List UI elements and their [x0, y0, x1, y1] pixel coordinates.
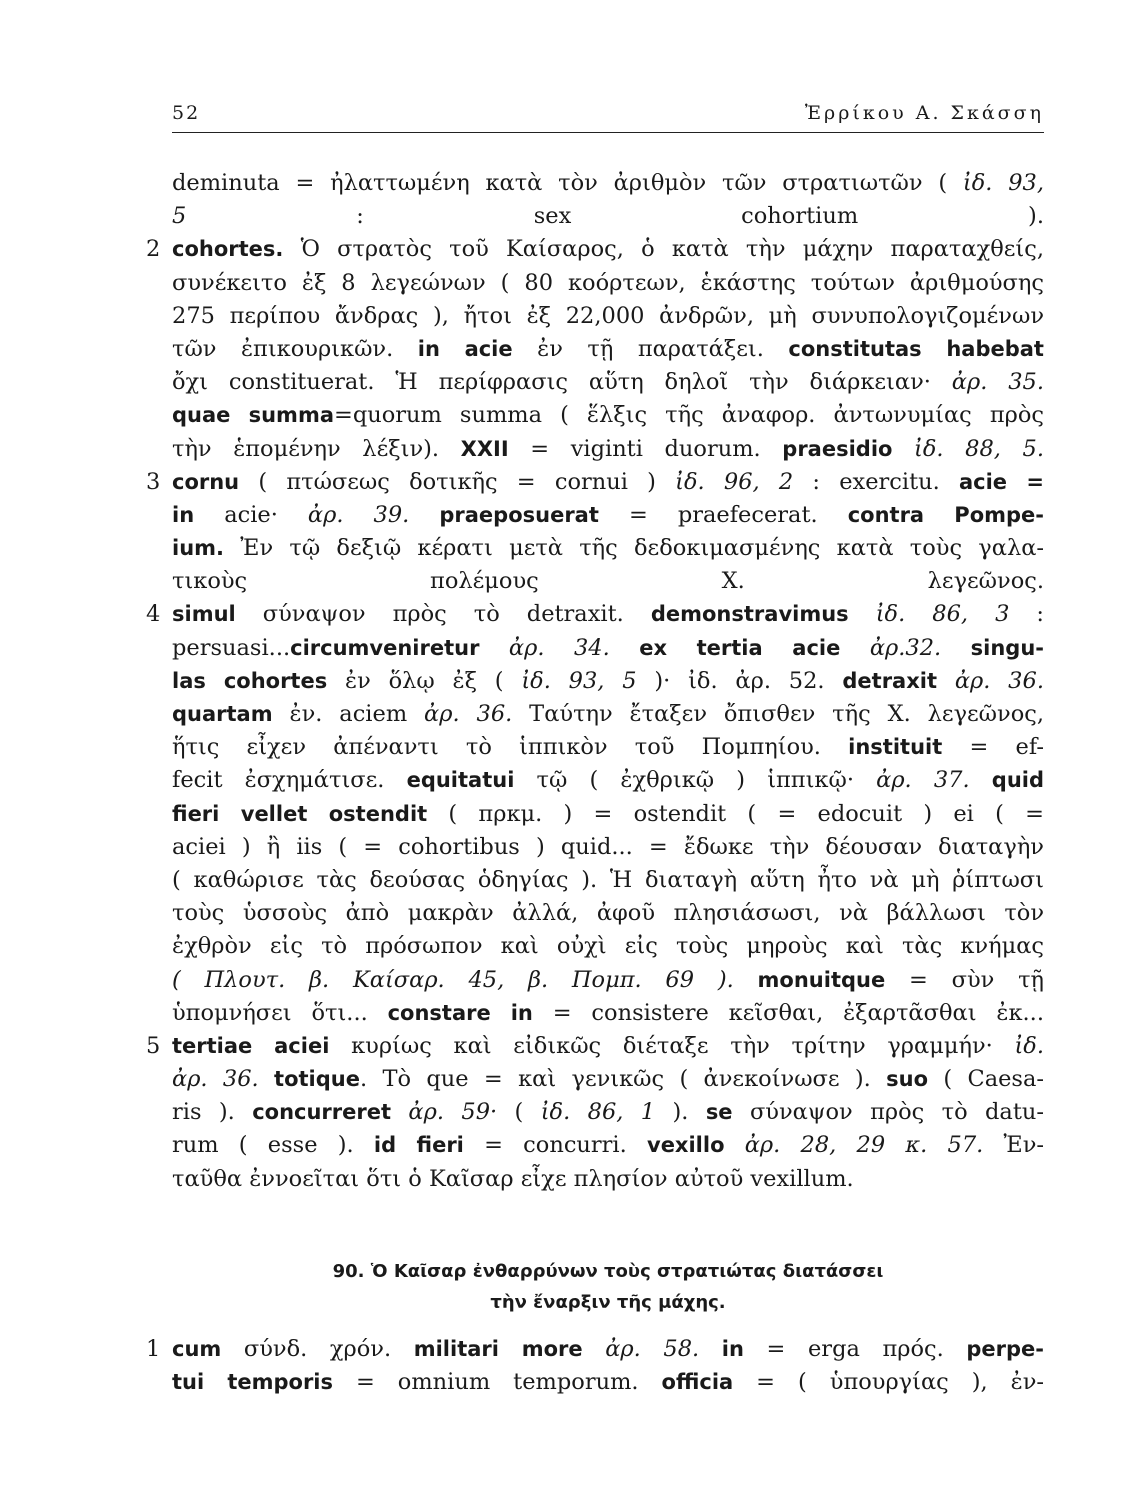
gloss-text: τικοὺς πολέμους X. λεγεῶνος. — [172, 568, 1044, 595]
text-line — [172, 433, 1044, 466]
gloss-text: ( Caesa- — [928, 1066, 1045, 1093]
gloss-text — [970, 767, 992, 793]
lemma: constare in — [387, 1000, 533, 1025]
gloss-text: )· ἰδ. ἀρ. 52. — [636, 667, 843, 694]
lemma: in — [721, 1337, 744, 1361]
paragraph-number: 2 — [146, 236, 161, 263]
lemma: quartam — [172, 702, 273, 726]
gloss-text: 275 περίπου ἄνδρας ), ἤτοι ἐξ 22,000 ἀνδρῶν, μὴ συνυπολογιζομένων — [172, 302, 1044, 329]
gloss-text: ὑπομνήσει ὅτι... — [172, 999, 388, 1026]
lemma: circumveniretur — [290, 635, 480, 660]
gloss-text: = erga πρός. — [743, 1336, 967, 1362]
gloss-text: ris ). — [172, 1099, 253, 1126]
text-line — [172, 897, 1044, 930]
reference: ἰδ. 93, 5 — [521, 667, 637, 694]
text-line — [146, 598, 1045, 631]
reference: ἰδ. 86, 1 — [540, 1099, 656, 1126]
chapter-heading-line-1: 90. Ὁ Καῖσαρ ἐνθαρρύνων τοὺς στρατιώτας διατάσσει — [332, 1261, 884, 1282]
gloss-text — [259, 1066, 274, 1092]
lemma: ium. — [172, 536, 225, 561]
gloss-text: = ( ὑπουργίας ), ἐν- — [733, 1369, 1044, 1396]
text-line — [146, 466, 1044, 499]
lemma: XXII — [460, 436, 509, 461]
lemma: equitatui — [406, 768, 515, 793]
lemma: id fieri — [373, 1133, 464, 1158]
text-line — [172, 167, 1044, 200]
lemma: se — [705, 1100, 733, 1125]
lemma: totique — [274, 1067, 360, 1092]
text-line — [172, 565, 1044, 598]
text-line — [172, 532, 1044, 565]
gloss-text: Ἐν τῷ δεξιῷ κέρατι μετὰ τῆς δεδοκιμασμένης κατὰ τοὺς γαλα- — [224, 535, 1044, 562]
text-line — [172, 930, 1044, 963]
gloss-text: = omnium temporum. — [333, 1369, 662, 1396]
lemma: praesidio — [782, 436, 893, 461]
reference: ἰδ. 86, 3 — [875, 601, 1010, 628]
gloss-text — [840, 635, 869, 661]
running-header — [172, 98, 1044, 133]
gloss-text: deminuta = ἠλαττωμένη κατὰ τὸν ἀριθμὸν τῶν στρατιωτῶν ( — [172, 170, 963, 196]
lemma: praeposuerat — [439, 502, 599, 527]
gloss-text: Ἐν- — [983, 1132, 1044, 1159]
reference: ἀρ.32. — [869, 634, 942, 661]
gloss-text: ἐν. aciem — [272, 701, 425, 727]
text-line — [146, 233, 1044, 266]
reference: ἀρ. 28, 29 κ. 57. — [744, 1132, 984, 1159]
text-line — [172, 300, 1044, 333]
gloss-text — [479, 635, 508, 661]
gloss-text: ( πτώσεως δοτικῆς = cornui ) — [239, 468, 676, 495]
gloss-text: = ef- — [942, 734, 1044, 761]
gloss-text: : exercitu. — [793, 468, 959, 495]
gloss-text: : — [1009, 601, 1045, 628]
reference: ἀρ. 35. — [951, 369, 1045, 396]
lemma: demonstravimus — [650, 602, 849, 627]
lemma: in — [172, 502, 195, 527]
reference: 5 — [172, 203, 187, 230]
gloss-text: . Τὸ que = καὶ γενικῶς ( ἀνεκοίνωσε ). — [359, 1066, 887, 1093]
lemma: las cohortes — [172, 668, 328, 693]
lemma: officia — [661, 1370, 734, 1395]
gloss-text: σύναψον πρὸς τὸ datu- — [732, 1099, 1044, 1126]
gloss-text: = viginti duorum. — [508, 435, 783, 462]
lemma: quae summa — [172, 403, 334, 428]
lemma: cum — [172, 1337, 222, 1361]
lemma: instituit — [848, 735, 943, 760]
lemma: constitutas habebat — [788, 336, 1044, 361]
chapter-heading-line-2: τὴν ἔναρξιν τῆς μάχης. — [490, 1292, 726, 1313]
text-line — [172, 1063, 1044, 1096]
paragraph-number: 3 — [146, 468, 161, 495]
gloss-text — [409, 502, 439, 528]
gloss-text: persuasi... — [172, 634, 291, 661]
gloss-text: = praefecerat. — [598, 501, 848, 528]
gloss-text — [941, 635, 970, 661]
gloss-text — [734, 967, 758, 993]
gloss-text — [937, 668, 955, 694]
paragraph-number: 1 — [146, 1336, 161, 1362]
text-line — [172, 964, 1044, 997]
text-line — [172, 665, 1044, 698]
text-line — [172, 200, 1044, 233]
gloss-text: aciei ) ἢ iis ( = cohortibus ) quid... = ἔδωκε τὴν δέουσαν διαταγὴν — [172, 833, 1044, 860]
text-line — [172, 333, 1044, 366]
running-head-title: Ἐρρίκου Α. Σκάσση — [804, 102, 1044, 124]
gloss-text: : sex cohortium ). — [186, 203, 1044, 230]
text-line — [172, 764, 1044, 797]
reference: ἀρ. 58. — [605, 1336, 700, 1362]
gloss-text: rum ( esse ). — [172, 1132, 374, 1159]
lemma: acie = — [958, 469, 1044, 494]
gloss-text: ἐν ὅλῳ ἐξ ( — [327, 667, 522, 694]
reference: ἰδ. 96, 2 — [675, 468, 794, 495]
reference: ἀρ. 39. — [307, 501, 410, 528]
lemma: vexillo — [647, 1133, 725, 1158]
text-line — [172, 798, 1044, 831]
text-line — [172, 1129, 1044, 1162]
gloss-text — [583, 1336, 606, 1362]
reference: ἀρ. 36. — [424, 701, 513, 727]
reference: ἀρ. 34. — [508, 634, 610, 661]
text-line — [146, 1333, 1045, 1366]
text-line — [172, 997, 1044, 1030]
gloss-text: Ὁ στρατὸς τοῦ Καίσαρος, ὁ κατὰ τὴν μάχην παραταχθείς, — [283, 236, 1044, 263]
lemma: militari more — [413, 1337, 583, 1361]
gloss-text: τῶν ἐπικουρικῶν. — [172, 335, 418, 362]
gloss-text: σύναψον πρὸς τὸ detraxit. — [235, 601, 651, 628]
gloss-text: =quorum summa ( ἕλξις τῆς ἀναφορ. ἀντωνυμίας πρὸς — [334, 402, 1044, 429]
gloss-text: ). — [655, 1099, 706, 1126]
gloss-text: σύνδ. χρόν. — [221, 1336, 414, 1362]
gloss-text: ταῦθα ἐννοεῖται ὅτι ὁ Καῖσαρ εἶχε πλησίον αὐτοῦ vexillum. — [172, 1165, 854, 1192]
gloss-text: κυρίως καὶ εἰδικῶς διέταξε τὴν τρίτην γραμμήν· — [329, 1032, 1015, 1059]
gloss-text — [725, 1132, 745, 1158]
gloss-text — [849, 601, 876, 627]
gloss-text: ἥτις εἶχεν ἀπέναντι τὸ ἱππικὸν τοῦ Πομπηίου. — [172, 734, 849, 761]
gloss-text — [699, 1336, 722, 1362]
gloss-text: ἐχθρὸν εἰς τὸ πρόσωπον καὶ οὐχὶ εἰς τοὺς μηροὺς καὶ τὰς κνήμας — [172, 933, 1044, 960]
lemma: simul — [172, 602, 236, 627]
lemma: monuitque — [757, 967, 886, 992]
text-line — [146, 1030, 1044, 1063]
lemma: in acie — [417, 336, 513, 361]
paragraph-number: 5 — [146, 1032, 161, 1059]
reference: ἀρ. 59· — [408, 1099, 498, 1126]
gloss-text: ὄχι constituerat. Ἡ περίφρασις αὕτη δηλοῖ τὴν διάρκειαν· — [172, 369, 952, 396]
commentary-section-89 — [146, 167, 1045, 1196]
reference: ἀρ. 37. — [876, 767, 970, 794]
gloss-text: τοὺς ὑσσοὺς ἀπὸ μακρὰν ἀλλά, ἀφοῦ πλησιάσωσι, νὰ βάλλωσι τὸν — [172, 900, 1044, 927]
lemma: concurreret — [252, 1100, 392, 1125]
lemma: cohortes. — [172, 237, 284, 262]
gloss-text — [391, 1099, 408, 1125]
gloss-text: acie· — [194, 501, 308, 528]
reference: ἀρ. 36. — [172, 1066, 259, 1093]
commentary-section-90 — [146, 1333, 1045, 1399]
gloss-text — [610, 635, 639, 661]
text-line — [172, 632, 1044, 665]
text-line — [172, 698, 1044, 731]
gloss-text: τὴν ἑπομένην λέξιν). — [172, 435, 461, 462]
text-line — [172, 366, 1044, 399]
text-line — [172, 1096, 1044, 1129]
lemma: fieri vellet ostendit — [172, 801, 428, 826]
text-line — [172, 831, 1044, 864]
reference: ( Πλουτ. β. Καίσαρ. 45, β. Πομπ. 69 ). — [172, 966, 734, 993]
gloss-text: = concurri. — [463, 1132, 647, 1159]
gloss-text: = σὺν τῇ — [885, 966, 1044, 993]
gloss-text: Ταύτην ἔταξεν ὄπισθεν τῆς X. λεγεῶνος, — [512, 701, 1044, 727]
gloss-text — [892, 436, 914, 462]
text-line — [172, 1366, 1044, 1399]
reference: ἰδ. 88, 5. — [914, 435, 1044, 462]
gloss-text: τῷ ( ἐχθρικῷ ) ἱππικῷ· — [514, 767, 877, 794]
gloss-text: fecit ἐσχημάτισε. — [172, 767, 407, 794]
lemma: ex tertia acie — [639, 635, 841, 660]
page-number: 52 — [172, 102, 201, 124]
gloss-text: ( καθώρισε τὰς δεούσας ὁδηγίας ). Ἡ διαταγὴ αὕτη ἦτο νὰ μὴ ῥίπτωσι — [172, 866, 1044, 893]
paragraph-number: 4 — [146, 601, 161, 628]
text-line — [172, 731, 1044, 764]
lemma: cornu — [172, 469, 240, 494]
lemma: suo — [886, 1067, 929, 1092]
gloss-text: ( πρκμ. ) = ostendit ( = edocuit ) ei ( = — [427, 800, 1044, 827]
gloss-text: = consistere κεῖσθαι, ἐξαρτᾶσθαι ἐκ... — [532, 999, 1044, 1026]
text-line — [172, 267, 1044, 300]
reference: ἰδ. — [1014, 1032, 1044, 1059]
text-line — [172, 1163, 1044, 1196]
text-line — [172, 864, 1044, 897]
text-line — [172, 499, 1044, 532]
lemma: contra Pompe- — [847, 502, 1044, 527]
gloss-text: συνέκειτο ἐξ 8 λεγεώνων ( 80 κοόρτεων, ἑκάστης τούτων ἀριθμούσης — [172, 269, 1044, 296]
lemma: singu- — [970, 635, 1044, 660]
lemma: detraxit — [842, 668, 937, 693]
gloss-text: ( — [497, 1099, 541, 1126]
lemma: tertiae aciei — [172, 1033, 330, 1058]
text-line — [172, 399, 1044, 432]
reference: ἰδ. 93, — [962, 170, 1044, 196]
reference: ἀρ. 36. — [954, 667, 1044, 694]
lemma: perpe- — [966, 1337, 1045, 1361]
lemma: tui temporis — [172, 1370, 333, 1395]
lemma: quid — [991, 768, 1045, 793]
gloss-text: ἐν τῇ παρατάξει. — [512, 335, 789, 362]
